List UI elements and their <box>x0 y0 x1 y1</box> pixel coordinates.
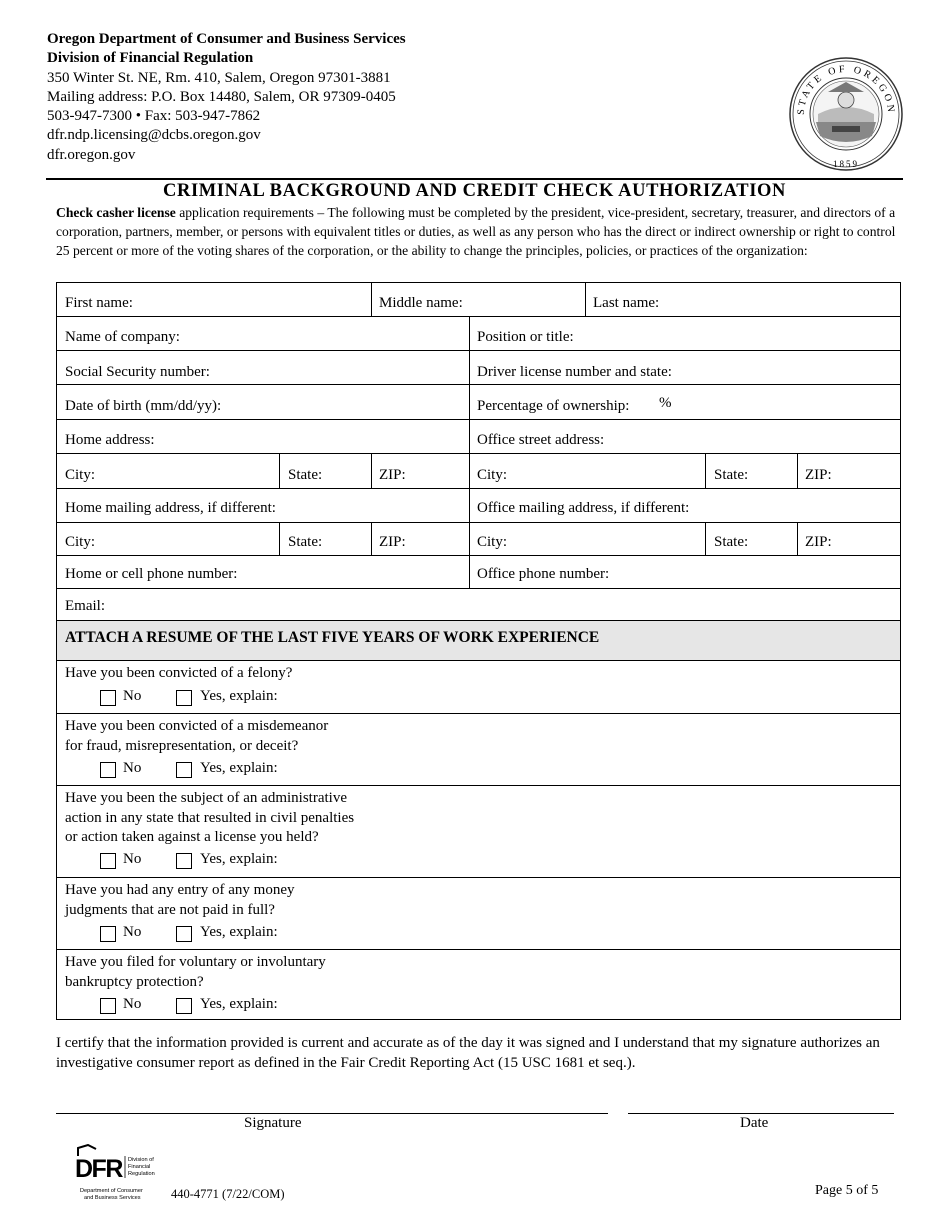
email-field[interactable]: Email: <box>65 598 105 614</box>
intro-text: application requirements – The following must be completed by the president, vice-president, secretary, treasurer, and directors of a corporation, partners, member, or persons with equivalent titles or duties, as well as any person who has the direct or indirect ownership or right to control 25 percent or more of the voting shares of the corporation, or the ability to change the principles, policies, or practices of the organization: <box>56 205 896 258</box>
office-city-field[interactable]: City: <box>477 467 508 483</box>
col-divider <box>371 522 372 555</box>
dob-field[interactable]: Date of birth (mm/dd/yy): <box>65 398 222 414</box>
misdemeanor-yes-checkbox[interactable] <box>176 762 192 778</box>
form-number: 440-4771 (7/22/COM) <box>171 1187 285 1201</box>
ownership-field[interactable]: Percentage of ownership: <box>477 398 630 414</box>
col-divider <box>797 522 798 555</box>
percent-sign: % <box>659 395 672 411</box>
office-state-field[interactable]: State: <box>714 467 749 483</box>
col-divider <box>279 522 280 555</box>
home-mailing-field[interactable]: Home mailing address, if different: <box>65 500 276 516</box>
logo-division-line: Division of <box>128 1157 154 1163</box>
row-divider <box>57 488 900 489</box>
row-divider <box>57 877 900 878</box>
seal-text: STATE OF OREGON <box>795 63 897 116</box>
bankruptcy-no-label: No <box>123 996 142 1012</box>
question-bankruptcy: Have you filed for voluntary or involuntary bankruptcy protection? <box>65 954 326 990</box>
office-mailing-city-field[interactable]: City: <box>477 534 508 550</box>
office-mailing-zip-field[interactable]: ZIP: <box>805 534 832 550</box>
row-divider <box>57 713 900 714</box>
misdemeanor-yes-label: Yes, explain: <box>200 760 278 776</box>
office-mailing-state-field[interactable]: State: <box>714 534 749 550</box>
row-divider <box>57 620 900 621</box>
row-divider <box>57 588 900 589</box>
form-title: CRIMINAL BACKGROUND AND CREDIT CHECK AUTHORIZATION <box>163 181 786 201</box>
row-divider <box>57 785 900 786</box>
agency-header <box>47 30 406 165</box>
misdemeanor-no-label: No <box>123 760 142 776</box>
home-mailing-city-field[interactable]: City: <box>65 534 96 550</box>
question-money-judgments: Have you had any entry of any money judgments that are not paid in full? <box>65 882 295 918</box>
row-divider <box>57 660 900 661</box>
division-name: Division of Financial Regulation <box>47 50 254 67</box>
agency-name: Oregon Department of Consumer and Business Services <box>47 31 406 47</box>
bankruptcy-yes-label: Yes, explain: <box>200 996 278 1012</box>
street-address: 350 Winter St. NE, Rm. 410, Salem, Oregon 97301-3881 <box>47 69 391 86</box>
question-administrative-action: Have you been the subject of an administrative action in any state that resulted in civil penalties or action taken against a license you held? <box>65 790 355 845</box>
logo-dept-line: and Business Services <box>84 1195 141 1201</box>
judgments-no-checkbox[interactable] <box>100 926 116 942</box>
question-misdemeanor: Have you been convicted of a misdemeanor for fraud, misrepresentation, or deceit? <box>65 718 329 754</box>
office-phone-field[interactable]: Office phone number: <box>477 566 610 582</box>
logo-dept-line: Department of Consumer <box>80 1188 143 1194</box>
certification-statement: I certify that the information provided is current and accurate as of the day it was signed and I understand that my signature authorizes an investigative consumer report as defined in the Fair Credit Reporting Act (15 USC 1681 et seq.). <box>56 1035 880 1071</box>
dfr-logo-icon <box>74 1144 174 1202</box>
felony-yes-label: Yes, explain: <box>200 688 278 704</box>
office-mailing-field[interactable]: Office mailing address, if different: <box>477 500 690 516</box>
agency-website: dfr.oregon.gov <box>47 146 136 163</box>
col-divider <box>705 522 706 555</box>
first-name-field[interactable]: First name: <box>65 295 133 311</box>
intro-paragraph <box>56 204 901 260</box>
row-divider <box>57 350 900 351</box>
bankruptcy-yes-checkbox[interactable] <box>176 998 192 1014</box>
agency-email: dfr.ndp.licensing@dcbs.oregon.gov <box>47 127 261 144</box>
admin-action-yes-label: Yes, explain: <box>200 851 278 867</box>
home-address-field[interactable]: Home address: <box>65 432 155 448</box>
signature-line[interactable] <box>56 1113 608 1114</box>
col-divider <box>797 453 798 488</box>
col-divider <box>585 283 586 316</box>
col-divider <box>469 316 470 588</box>
state-seal-icon <box>788 56 904 172</box>
driver-license-field[interactable]: Driver license number and state: <box>477 364 672 380</box>
phone-fax: 503-947-7300 • Fax: 503-947-7862 <box>47 108 261 125</box>
home-mailing-state-field[interactable]: State: <box>288 534 323 550</box>
ssn-field[interactable]: Social Security number: <box>65 364 210 380</box>
col-divider <box>371 283 372 316</box>
admin-action-yes-checkbox[interactable] <box>176 853 192 869</box>
page-number: Page 5 of 5 <box>815 1183 879 1198</box>
intro-bold: Check casher license <box>56 205 176 220</box>
row-divider <box>57 522 900 523</box>
middle-name-field[interactable]: Middle name: <box>379 295 463 311</box>
seal-year: 1859 <box>833 159 859 169</box>
judgments-no-label: No <box>123 924 142 940</box>
row-divider <box>57 555 900 556</box>
question-felony: Have you been convicted of a felony? <box>65 665 293 681</box>
date-label: Date <box>740 1115 769 1131</box>
felony-no-label: No <box>123 688 142 704</box>
applicant-form <box>56 282 901 1020</box>
admin-action-no-label: No <box>123 851 142 867</box>
home-zip-field[interactable]: ZIP: <box>379 467 406 483</box>
col-divider <box>279 453 280 488</box>
header-divider <box>46 178 903 180</box>
misdemeanor-no-checkbox[interactable] <box>100 762 116 778</box>
felony-no-checkbox[interactable] <box>100 690 116 706</box>
col-divider <box>705 453 706 488</box>
last-name-field[interactable]: Last name: <box>593 295 660 311</box>
position-field[interactable]: Position or title: <box>477 329 574 345</box>
logo-text: DFR <box>75 1155 122 1183</box>
resume-notice: ATTACH A RESUME OF THE LAST FIVE YEARS OF WORK EXPERIENCE <box>65 629 600 646</box>
row-divider <box>57 949 900 950</box>
felony-yes-checkbox[interactable] <box>176 690 192 706</box>
office-address-field[interactable]: Office street address: <box>477 432 605 448</box>
judgments-yes-label: Yes, explain: <box>200 924 278 940</box>
home-mailing-zip-field[interactable]: ZIP: <box>379 534 406 550</box>
admin-action-no-checkbox[interactable] <box>100 853 116 869</box>
signature-label: Signature <box>244 1115 302 1131</box>
logo-division-line: Regulation <box>128 1171 155 1177</box>
judgments-yes-checkbox[interactable] <box>176 926 192 942</box>
logo-division-line: Financial <box>128 1164 151 1170</box>
company-field[interactable]: Name of company: <box>65 329 180 345</box>
bankruptcy-no-checkbox[interactable] <box>100 998 116 1014</box>
home-city-field[interactable]: City: <box>65 467 96 483</box>
mailing-address: Mailing address: P.O. Box 14480, Salem, OR 97309-0405 <box>47 88 396 105</box>
row-divider <box>57 419 900 420</box>
row-divider <box>57 316 900 317</box>
row-divider <box>57 453 900 454</box>
home-phone-field[interactable]: Home or cell phone number: <box>65 566 238 582</box>
home-state-field[interactable]: State: <box>288 467 323 483</box>
row-divider <box>57 384 900 385</box>
col-divider <box>371 453 372 488</box>
date-line[interactable] <box>628 1113 894 1114</box>
office-zip-field[interactable]: ZIP: <box>805 467 832 483</box>
